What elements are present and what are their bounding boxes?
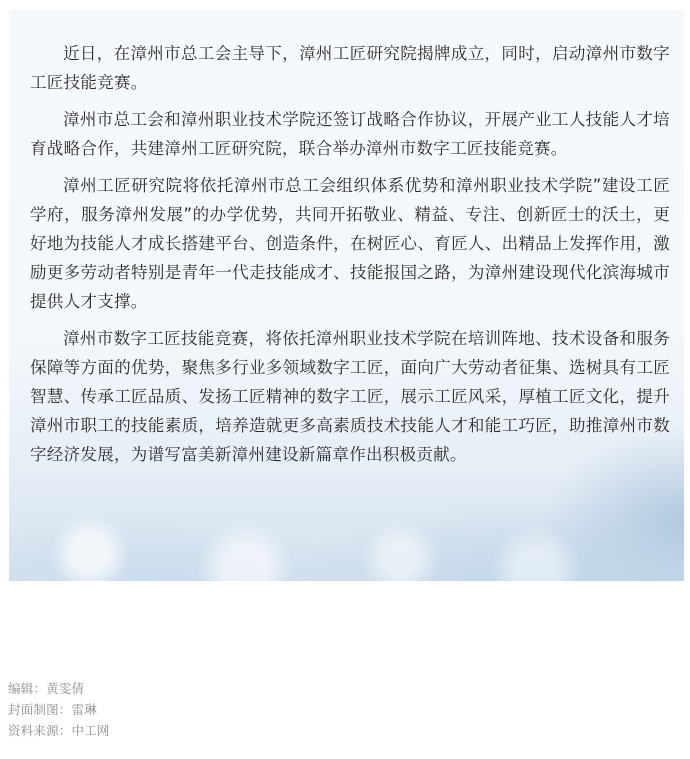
article-body [30, 39, 670, 477]
source-credit: 资料来源：中工网 [8, 723, 110, 738]
cover-design-credit: 封面制图：雷琳 [8, 702, 97, 717]
article-paragraph-4: 漳州市数字工匠技能竞赛，将依托漳州职业技术学院在培训阵地、技术设备和服务保障等方面的优势，聚焦多行业多领域数字工匠，面向广大劳动者征集、选树具有工匠智慧、传承工匠品质、发扬工匠精神的数字工匠，展示工匠风采，厚植工匠文化，提升漳州市职工的技能素质，培养造就更多高素质技术技能人才和能工巧匠，助推漳州市数字经济发展，为谱写富美新漳州建设新篇章作出积极贡献。 [30, 329, 670, 464]
article-paragraph-3: 漳州工匠研究院将依托漳州市总工会组织体系优势和漳州职业技术学院”建设工匠学府，服务漳州发展”的办学优势，共同开拓敬业、精益、专注、创新匠士的沃土，更好地为技能人才成长搭建平台、创造条件，在树匠心、育匠人、出精品上发挥作用，激励更多劳动者特别是青年一代走技能成才、技能报国之路，为漳州建设现代化滨海城市提供人才支撑。 [30, 176, 670, 311]
article-credits [8, 678, 110, 741]
article-card [9, 10, 684, 581]
article-paragraph-1: 近日，在漳州市总工会主导下，漳州工匠研究院揭牌成立，同时，启动漳州市数字工匠技能竞赛。 [30, 44, 670, 92]
article-paragraph-2: 漳州市总工会和漳州职业技术学院还签订战略合作协议，开展产业工人技能人才培育战略合作，共建漳州工匠研究院，联合举办漳州市数字工匠技能竞赛。 [30, 110, 670, 158]
editor-credit: 编辑：黄雯倩 [8, 681, 85, 696]
